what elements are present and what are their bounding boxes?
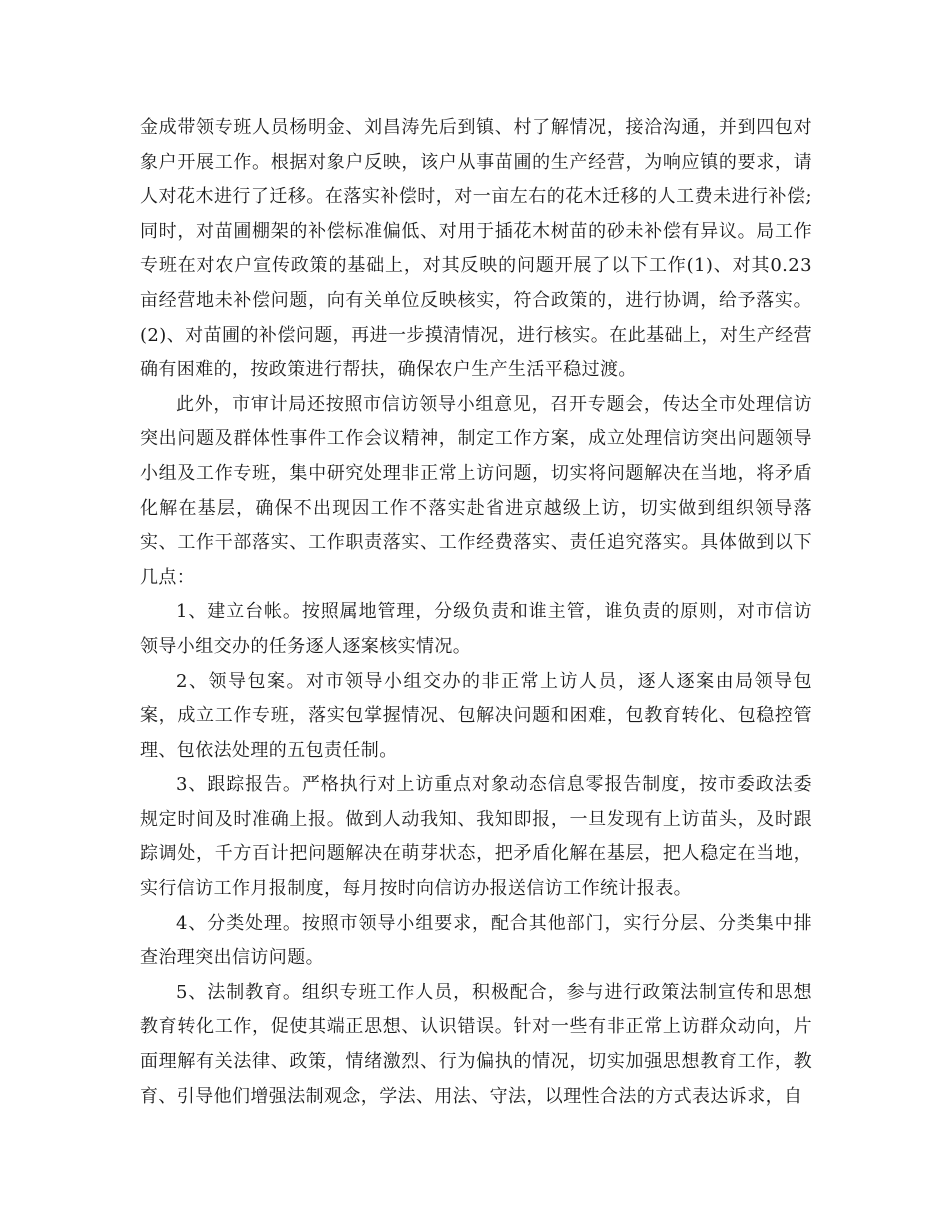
paragraph-overview: 此外，市审计局还按照市信访领导小组意见，召开专题会，传达全市处理信访突出问题及群体性事件工作会议精神，制定工作方案，成立处理信访突出问题领导小组及工作专班，集中研究处理非正常上访问题，切实将问题解决在当地，将矛盾化解在基层，确保不出现因工作不落实赴省进京越级上访，切实做到组织领导落实、工作干部落实、工作职责落实、工作经费落实、责任追究落实。具体做到以下几点：: [140, 393, 812, 588]
paragraph-item-2: 2、领导包案。对市领导小组交办的非正常上访人员，逐人逐案由局领导包案，成立工作专班，落实包掌握情况、包解决问题和困难，包教育转化、包稳控管理、包依法处理的五包责任制。: [140, 670, 812, 761]
paragraph-item-4: 4、分类处理。按照市领导小组要求，配合其他部门，实行分层、分类集中排查治理突出信访问题。: [140, 912, 812, 969]
paragraph-continuation: 金成带领专班人员杨明金、刘昌涛先后到镇、村了解情况，接洽沟通，并到四包对象户开展工作。根据对象户反映，该户从事苗圃的生产经营，为响应镇的要求，请人对花木进行了迁移。在落实补偿时，对一亩左右的花木迁移的人工费未进行补偿;同时，对苗圃棚架的补偿标准偏低、对用于插花木树苗的砂未补偿有异议。局工作专班在对农户宣传政策的基础上，对其反映的问题开展了以下工作(1)、对其0.23亩经营地未补偿问题，向有关单位反映核实，符合政策的，进行协调，给予落实。(2)、对苗圃的补偿问题，再进一步摸清情况，进行核实。在此基础上，对生产经营确有困难的，按政策进行帮扶，确保农户生产生活平稳过渡。: [140, 117, 812, 381]
paragraph-item-3: 3、跟踪报告。严格执行对上访重点对象动态信息零报告制度，按市委政法委规定时间及时准确上报。做到人动我知、我知即报，一旦发现有上访苗头，及时跟踪调处，千方百计把问题解决在萌芽状态，把矛盾化解在基层，把人稳定在当地，实行信访工作月报制度，每月按时向信访办报送信访工作统计报表。: [140, 774, 812, 900]
document-body: [140, 111, 812, 1114]
paragraph-item-5: 5、法制教育。组织专班工作人员，积极配合，参与进行政策法制宣传和思想教育转化工作，促使其端正思想、认识错误。针对一些有非正常上访群众动向，片面理解有关法律、政策，情绪激烈、行为偏执的情况，切实加强思想教育工作，教育、引导他们增强法制观念，学法、用法、守法，以理性合法的方式表达诉求，自: [140, 981, 812, 1107]
paragraph-item-1: 1、建立台帐。按照属地管理，分级负责和谁主管，谁负责的原则，对市信访领导小组交办的任务逐人逐案核实情况。: [140, 601, 812, 657]
